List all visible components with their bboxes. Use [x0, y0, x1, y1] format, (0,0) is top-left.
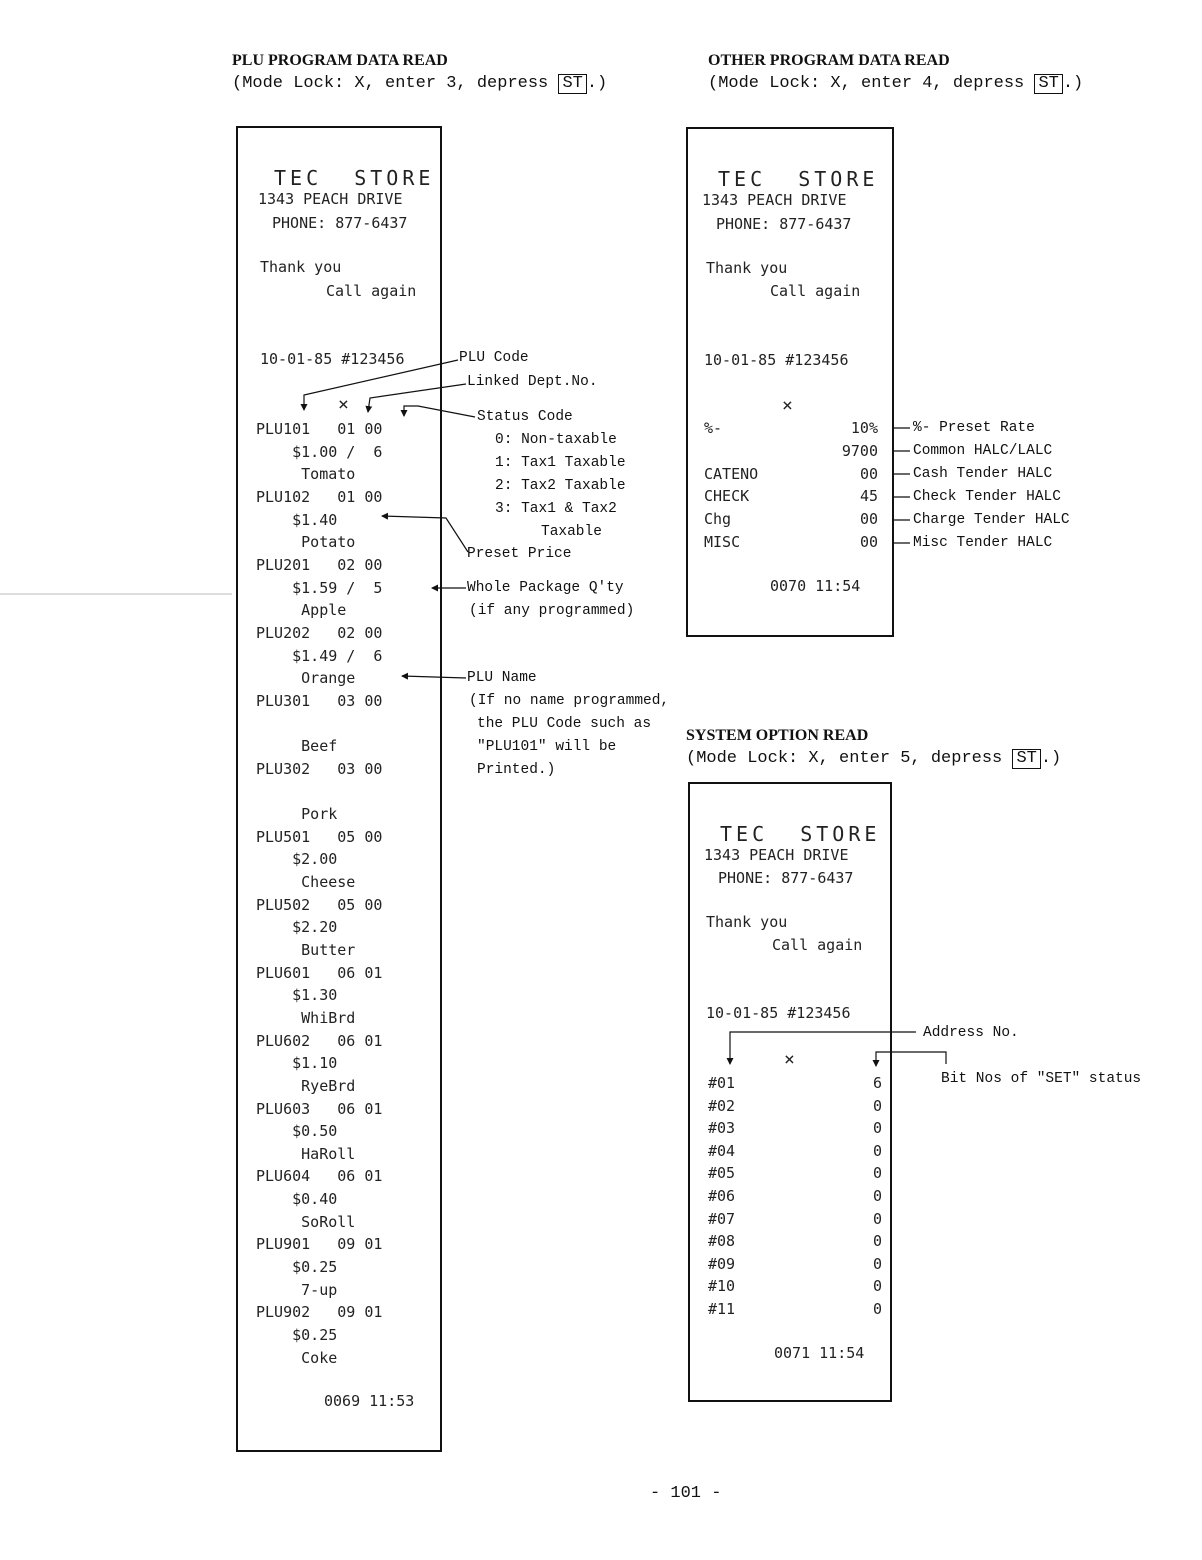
store-phone: PHONE: 877-6437 [718, 869, 854, 887]
call-again: Call again [770, 282, 861, 300]
instruction-prefix: (Mode Lock: X, enter 4, depress [708, 74, 1035, 93]
plu-receipt-line: PLU602 06 01 [256, 1031, 383, 1050]
plu-name-note-2: the PLU Code such as [477, 716, 652, 732]
annotation-address-no: Address No. [923, 1025, 1019, 1041]
annotation-plu-name: PLU Name [467, 670, 537, 686]
plu-receipt-line: PLU601 06 01 [256, 963, 383, 982]
date-line: 10-01-85 #123456 [706, 1004, 851, 1022]
plu-receipt-line: HaRoll [256, 1144, 356, 1163]
instruction-suffix: .) [1062, 74, 1084, 93]
status-code-3-cont: Taxable [541, 524, 602, 540]
system-row-bits: 0 [872, 1141, 882, 1160]
plu-receipt-line: Tomato [256, 465, 356, 484]
plu-receipt-line: $1.30 [256, 986, 338, 1005]
plu-name-note-1: (If no name programmed, [469, 693, 670, 709]
plu-receipt-line: PLU604 06 01 [256, 1167, 383, 1186]
system-row-address: #03 [708, 1119, 736, 1138]
plu-receipt-line: Cheese [256, 873, 356, 891]
annotation-plu-code: PLU Code [459, 350, 529, 366]
store-name: TEC STORE [720, 822, 881, 846]
x-mode-mark: × [784, 1049, 795, 1070]
thank-you: Thank you [706, 259, 788, 277]
plu-name-leader [402, 676, 466, 678]
page-number: - 101 - [650, 1484, 722, 1503]
system-row-bits: 0 [872, 1254, 882, 1273]
other-row-label: Chg [704, 510, 732, 529]
plu-receipt-line: $0.50 [256, 1122, 338, 1141]
plu-receipt-line: Pork [256, 805, 338, 824]
system-row-bits: 0 [872, 1164, 882, 1183]
status-code-2: 2: Tax2 Taxable [495, 478, 626, 494]
other-row-label: CHECK [704, 487, 750, 506]
store-phone: PHONE: 877-6437 [272, 214, 408, 232]
plu-receipt-line: $2.20 [256, 918, 338, 937]
x-mode-mark: × [338, 394, 349, 415]
other-section-title: OTHER PROGRAM DATA READ [708, 52, 950, 69]
plu-name-note-4: Printed.) [477, 762, 556, 778]
st-key: ST [1034, 74, 1062, 94]
plu-receipt-line: PLU902 09 01 [256, 1303, 383, 1322]
x-mode-mark: × [782, 395, 793, 416]
system-section-title: SYSTEM OPTION READ [686, 727, 869, 744]
plu-receipt-line: PLU202 02 00 [256, 623, 383, 642]
other-annotation: Charge Tender HALC [913, 512, 1070, 528]
plu-receipt-line: RyeBrd [256, 1076, 356, 1095]
annotation-bit-nos: Bit Nos of "SET" status [941, 1071, 1142, 1087]
other-annotation: Misc Tender HALC [913, 535, 1053, 551]
other-annotation: %- Preset Rate [913, 420, 1035, 436]
instruction-prefix: (Mode Lock: X, enter 3, depress [232, 74, 559, 93]
plu-receipt-line: PLU502 05 00 [256, 895, 383, 914]
other-annotation: Check Tender HALC [913, 489, 1061, 505]
plu-receipt-line: PLU501 05 00 [256, 827, 383, 846]
thank-you: Thank you [260, 258, 342, 276]
plu-receipt-line: $1.49 / 6 [256, 646, 383, 665]
system-row-address: #10 [708, 1277, 736, 1296]
plu-receipt-line: PLU101 01 00 [256, 420, 383, 438]
other-row-label: %- [704, 419, 723, 437]
plu-receipt-line: $1.59 / 5 [256, 578, 383, 597]
receipt-footer: 0071 11:54 [774, 1344, 865, 1362]
annotation-if-any: (if any programmed) [469, 603, 635, 619]
plu-name-note-3: "PLU101" will be [477, 739, 617, 755]
annotation-whole-package: Whole Package Q'ty [467, 580, 624, 596]
linked-dept-leader [368, 384, 466, 412]
store-address: 1343 PEACH DRIVE [258, 190, 403, 208]
status-code-0: 0: Non-taxable [495, 432, 617, 448]
system-row-bits: 0 [872, 1277, 882, 1296]
other-row-value: 00 [859, 510, 878, 529]
plu-receipt-line: $1.00 / 6 [256, 442, 383, 461]
instruction-suffix: .) [586, 74, 608, 93]
plu-receipt-line: $0.40 [256, 1190, 338, 1209]
status-code-1: 1: Tax1 Taxable [495, 455, 626, 471]
other-row-value: 45 [859, 487, 878, 506]
other-annotation: Common HALC/LALC [913, 443, 1053, 459]
call-again: Call again [326, 282, 417, 300]
annotation-preset-price: Preset Price [467, 546, 572, 562]
bit-nos-leader [876, 1052, 946, 1066]
plu-receipt-line: $0.25 [256, 1326, 338, 1344]
other-row-value: 9700 [841, 441, 878, 460]
plu-receipt-line: Apple [256, 601, 347, 620]
other-row-value: 00 [859, 464, 878, 483]
system-row-bits: 0 [872, 1232, 882, 1251]
system-row-address: #02 [708, 1096, 736, 1115]
system-row-address: #06 [708, 1187, 736, 1205]
plu-receipt-line: $0.25 [256, 1258, 338, 1277]
system-row-address: #09 [708, 1254, 736, 1273]
plu-receipt-line: $1.40 [256, 510, 338, 529]
st-key: ST [558, 74, 586, 94]
system-row-bits: 0 [872, 1300, 882, 1318]
plu-receipt-line: WhiBrd [256, 1008, 356, 1027]
thank-you: Thank you [706, 913, 788, 931]
other-row-value: 00 [859, 533, 878, 551]
plu-receipt-line: 7-up [256, 1280, 338, 1299]
system-row-address: #11 [708, 1300, 736, 1318]
store-phone: PHONE: 877-6437 [716, 215, 852, 233]
plu-receipt-line: PLU901 09 01 [256, 1235, 383, 1254]
system-row-bits: 0 [872, 1209, 882, 1228]
plu-receipt-line: PLU201 02 00 [256, 555, 383, 574]
status-code-leader [404, 406, 475, 417]
other-annotation: Cash Tender HALC [913, 466, 1053, 482]
plu-receipt-line: Potato [256, 533, 356, 552]
store-address: 1343 PEACH DRIVE [702, 191, 847, 209]
store-name: TEC STORE [718, 167, 879, 191]
instruction-suffix: .) [1040, 749, 1062, 768]
plu-receipt-line: $2.00 [256, 850, 338, 869]
system-row-address: #04 [708, 1141, 736, 1160]
plu-receipt-line: Orange [256, 669, 356, 688]
plu-receipt-line: Coke [256, 1348, 338, 1367]
plu-section-title: PLU PROGRAM DATA READ [232, 52, 448, 69]
plu-receipt-line: PLU302 03 00 [256, 759, 383, 778]
plu-receipt-line: Beef [256, 737, 338, 756]
system-row-address: #07 [708, 1209, 736, 1228]
receipt-footer: 0069 11:53 [324, 1392, 415, 1410]
system-row-bits: 0 [872, 1187, 882, 1205]
other-row-value: 10% [850, 419, 878, 437]
preset-price-leader [382, 516, 468, 552]
system-row-address: #05 [708, 1164, 736, 1183]
plu-receipt-line: PLU102 01 00 [256, 487, 383, 506]
st-key: ST [1012, 749, 1040, 769]
plu-receipt-line: Butter [256, 940, 356, 959]
system-row-bits: 0 [872, 1096, 882, 1115]
instruction-prefix: (Mode Lock: X, enter 5, depress [686, 749, 1013, 768]
plu-receipt-line: PLU301 03 00 [256, 691, 383, 710]
system-row-address: #08 [708, 1232, 736, 1251]
store-address: 1343 PEACH DRIVE [704, 846, 849, 864]
call-again: Call again [772, 936, 863, 954]
annotation-status-code: Status Code [477, 409, 573, 425]
status-code-3: 3: Tax1 & Tax2 [495, 501, 617, 517]
plu-code-leader [304, 360, 458, 410]
system-row-address: #01 [708, 1074, 736, 1092]
plu-receipt-line: $1.10 [256, 1054, 338, 1073]
date-line: 10-01-85 #123456 [260, 350, 405, 368]
annotation-linked-dept: Linked Dept.No. [467, 374, 598, 390]
system-row-bits: 6 [872, 1074, 882, 1092]
store-name: TEC STORE [274, 166, 435, 190]
system-row-bits: 0 [872, 1119, 882, 1138]
plu-receipt-line: SoRoll [256, 1212, 356, 1231]
plu-receipt-line: PLU603 06 01 [256, 1099, 383, 1118]
other-row-label: MISC [704, 533, 741, 551]
date-line: 10-01-85 #123456 [704, 351, 849, 369]
address-no-leader [730, 1032, 916, 1064]
receipt-footer: 0070 11:54 [770, 577, 861, 595]
other-row-label: CATENO [704, 464, 759, 483]
